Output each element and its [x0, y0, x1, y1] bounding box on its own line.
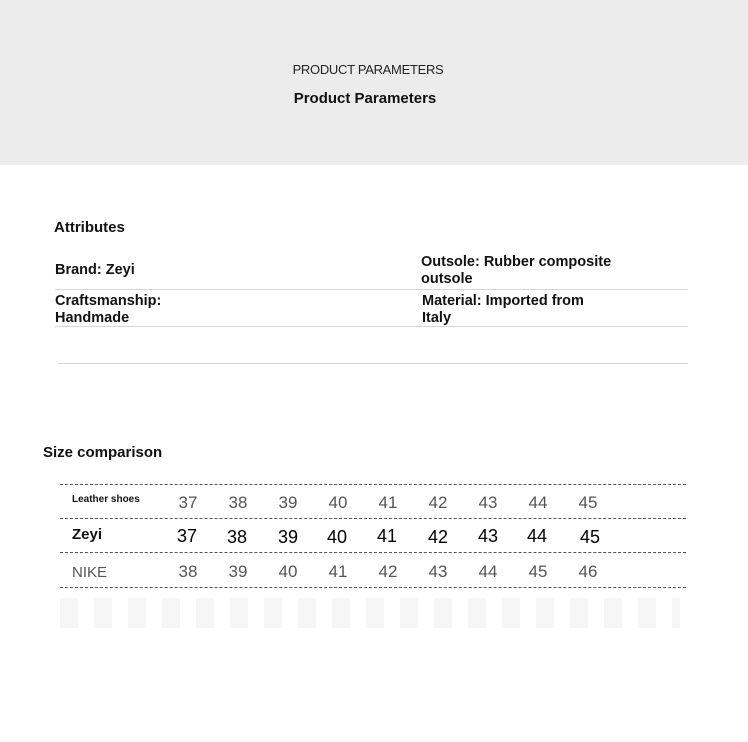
table-divider [60, 518, 686, 519]
size-cell: 39 [228, 562, 248, 581]
size-cell: 46 [578, 562, 598, 581]
size-cell: 43 [428, 562, 448, 581]
size-cell: 41 [376, 526, 398, 546]
size-cell: 45 [578, 493, 598, 512]
attribute-divider [55, 326, 688, 327]
table-divider [60, 552, 686, 553]
attribute-divider [58, 363, 688, 364]
attribute-brand: Brand: Zeyi [55, 262, 135, 278]
table-divider [60, 484, 686, 485]
size-cell: 40 [326, 527, 348, 547]
page-title: Product Parameters [293, 90, 437, 107]
size-cell: 42 [378, 562, 398, 581]
size-comparison-title: Size comparison [43, 444, 163, 461]
size-cell: 38 [228, 493, 248, 512]
attribute-outsole: Outsole: Rubber composite outsole [421, 254, 612, 287]
row-label-leather-shoes: Leather shoes [72, 494, 140, 505]
row-label-nike: NIKE [72, 564, 108, 581]
attribute-craftsmanship: Craftsmanship: Handmade [55, 293, 162, 326]
attribute-material: Material: Imported from Italy [422, 293, 584, 326]
size-cell: 39 [278, 493, 298, 512]
table-divider [60, 587, 686, 588]
size-cell: 44 [526, 526, 548, 546]
size-cell: 40 [278, 562, 298, 581]
header-subtitle: PRODUCT PARAMETERS [292, 62, 444, 77]
row-label-zeyi: Zeyi [72, 526, 103, 543]
size-cell: 44 [528, 493, 548, 512]
attributes-title: Attributes [54, 219, 125, 236]
size-cell: 41 [328, 562, 348, 581]
size-cell: 37 [178, 493, 198, 512]
size-cell: 38 [178, 562, 198, 581]
size-cell: 42 [427, 527, 449, 547]
size-cell: 45 [579, 527, 601, 547]
size-cell: 43 [478, 493, 498, 512]
size-cell: 40 [328, 493, 348, 512]
size-cell: 39 [277, 527, 299, 547]
size-cell: 45 [528, 562, 548, 581]
size-cell: 38 [226, 527, 248, 547]
size-cell: 42 [428, 493, 448, 512]
attribute-divider [55, 289, 688, 290]
header-banner [0, 0, 748, 165]
size-cell: 37 [176, 526, 198, 546]
faded-watermark [60, 598, 680, 628]
size-cell: 44 [478, 562, 498, 581]
size-cell: 43 [477, 526, 499, 546]
size-cell: 41 [378, 493, 398, 512]
